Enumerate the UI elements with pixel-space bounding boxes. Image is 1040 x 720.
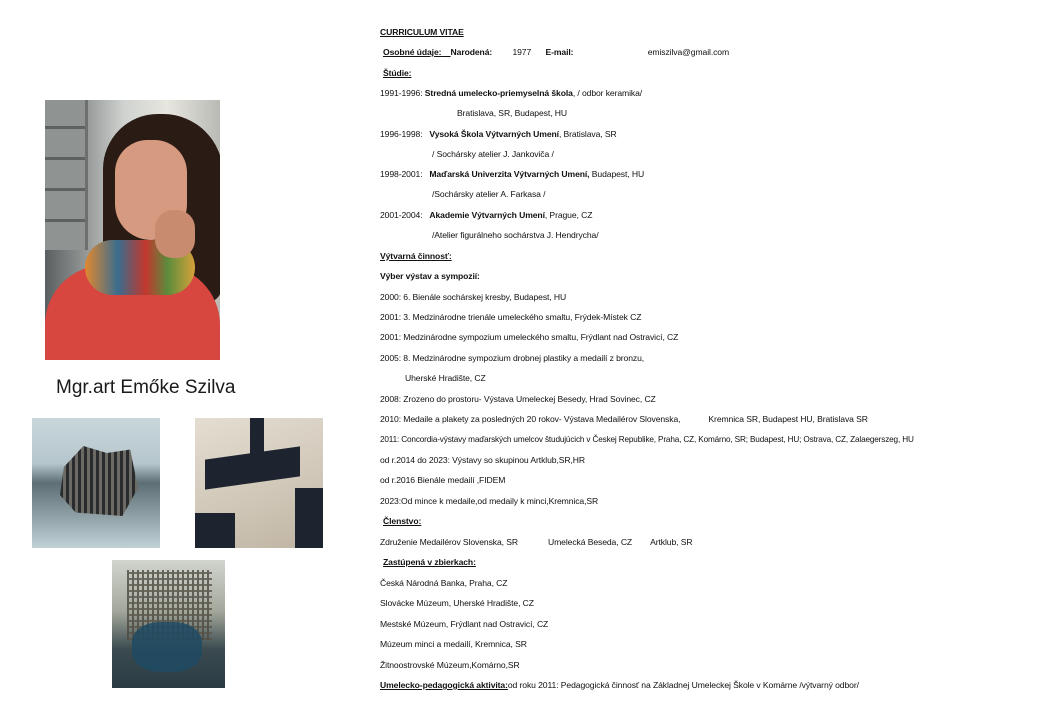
exhibition-item: Uherské Hradište, CZ: [405, 373, 486, 383]
collection-item: Žitnoostrovské Múzeum,Komárno,SR: [380, 660, 520, 670]
personal-label: Osobné údaje:: [383, 47, 442, 57]
email-value: emiszilva@gmail.com: [647, 47, 730, 57]
collection-item: Múzeum minci a medailí, Kremnica, SR: [380, 639, 527, 649]
study-row-4: 2001-2004: Akademie Výtvarných Umení, Prague, CZ: [380, 210, 593, 220]
exhibition-item: 2001: 3. Medzinárodne trienále umeleckého smaltu, Frýdek-Místek CZ: [380, 312, 642, 322]
collection-item: Mestské Múzeum, Frýdlant nad Ostravicí, CZ: [380, 619, 549, 629]
exhibition-item: 2023:Od mince k medaile,od medaily k minci,Kremnica,SR: [380, 496, 599, 506]
teaching-row: [380, 679, 859, 691]
exhibition-item: 2010: Medaile a plakety za posledných 20 rokov- Výstava Medailérov Slovenska, Kremnica SR, Budapest HU, Bratislava SR: [380, 414, 868, 424]
teaching-label: Umelecko-pedagogická aktivita:: [380, 680, 508, 690]
study-row-3: 1998-2001: Maďarská Univerzita Výtvarných Umení, Budapest, HU: [380, 169, 645, 179]
membership-item: Združenie Medailérov Slovenska, SR: [380, 537, 518, 547]
collection-item: Česká Národná Banka, Praha, CZ: [380, 578, 508, 588]
born-year: 1977: [512, 47, 532, 57]
membership-row: [380, 536, 692, 548]
study-row-1: 1991-1996: Stredná umelecko-priemyselná škola, / odbor keramika/: [380, 88, 643, 98]
study-row-2: 1996-1998: Vysoká Škola Výtvarných Umení, Bratislava, SR: [380, 129, 617, 139]
personal-row: [383, 46, 729, 58]
exhibition-item: 2000: 6. Bienále sochárskej kresby, Budapest, HU: [380, 292, 567, 302]
exhibition-item: 2001: Medzinárodne sympozium umeleckého smaltu, Frýdlant nad Ostravicí, CZ: [380, 332, 679, 342]
exhibition-item: 2005: 8. Medzinárodne sympozium drobnej plastiky a medailí z bronzu,: [380, 353, 645, 363]
studies-heading: Štúdie:: [383, 68, 412, 78]
portrait-photo: [45, 100, 220, 360]
collection-item: Slovácke Múzeum, Uherské Hradište, CZ: [380, 598, 534, 608]
membership-item: Artklub, SR: [650, 537, 693, 547]
collections-heading: Zastúpená v zbierkach:: [383, 557, 476, 567]
artwork-image-2: [195, 418, 323, 548]
exhibitions-heading: Výber výstav a sympozií:: [380, 271, 480, 281]
born-label: Narodená:: [450, 47, 493, 57]
art-activity-heading: Výtvarná činnosť:: [380, 251, 452, 261]
exhibition-item: 2011: Concordia-výstavy maďarských umelcov študujúcich v Českej Republike, Praha, CZ, Komárno, SR; Budapest, HU; Ostrava, CZ, Zalaegerszeg, HU: [380, 435, 914, 444]
study-row-2-detail: / Sochársky atelier J. Jankoviča /: [432, 149, 554, 159]
cv-title: CURRICULUM VITAE: [380, 27, 464, 37]
teaching-text: od roku 2011: Pedagogická činnosť na Základnej Umeleckej Škole v Komárne /výtvarný odbor/: [507, 680, 859, 690]
artist-name: Mgr.art Emőke Szilva: [56, 377, 236, 398]
membership-item: Umelecká Beseda, CZ: [548, 537, 633, 547]
exhibition-item: 2008: Zrozeno do prostoru- Výstava Umeleckej Besedy, Hrad Sovinec, CZ: [380, 394, 656, 404]
exhibition-item: od r.2014 do 2023: Výstavy so skupinou Artklub,SR,HR: [380, 455, 585, 465]
membership-heading: Členstvo:: [383, 516, 422, 526]
email-label: E-mail:: [545, 47, 574, 57]
study-row-1-detail: Bratislava, SR, Budapest, HU: [457, 108, 567, 118]
artwork-image-1: [32, 418, 160, 548]
study-row-3-detail: /Sochársky atelier A. Farkasa /: [432, 189, 546, 199]
exhibition-item: od r.2016 Bienále medailí ,FIDEM: [380, 475, 506, 485]
artwork-image-3: [112, 560, 225, 688]
study-row-4-detail: /Atelier figurálneho sochárstva J. Hendrycha/: [432, 230, 599, 240]
